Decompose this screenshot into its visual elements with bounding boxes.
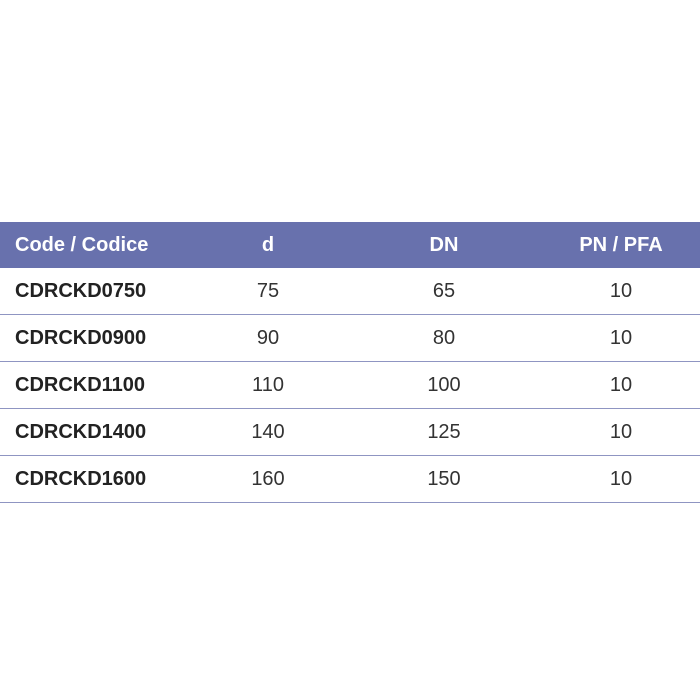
- cell-dn: 65: [432, 279, 456, 302]
- cell-pn-pfa: 10: [609, 467, 633, 490]
- table-row: [0, 362, 700, 409]
- cell-code: CDRCKD0750: [15, 279, 147, 302]
- cell-code: CDRCKD1600: [15, 467, 147, 490]
- product-table: [0, 222, 700, 503]
- cell-d: 90: [256, 326, 280, 349]
- table-header: [0, 222, 700, 268]
- cell-d: 110: [252, 373, 284, 396]
- cell-pn-pfa: 10: [609, 373, 633, 396]
- cell-dn: 125: [427, 420, 461, 443]
- cell-code: CDRCKD1100: [15, 373, 146, 396]
- header-code: Code / Codice: [15, 233, 149, 256]
- cell-dn: 100: [427, 373, 461, 396]
- cell-dn: 80: [432, 326, 456, 349]
- cell-code: CDRCKD1400: [15, 420, 147, 443]
- cell-dn: 150: [427, 467, 461, 490]
- table-row: [0, 456, 700, 503]
- cell-d: 140: [251, 420, 285, 443]
- table-row: [0, 315, 700, 362]
- cell-pn-pfa: 10: [609, 420, 633, 443]
- header-pn-pfa: PN / PFA: [579, 233, 663, 256]
- cell-pn-pfa: 10: [609, 326, 633, 349]
- cell-pn-pfa: 10: [609, 279, 633, 302]
- table-row: [0, 409, 700, 456]
- cell-d: 75: [256, 279, 280, 302]
- cell-code: CDRCKD0900: [15, 326, 147, 349]
- cell-d: 160: [251, 467, 285, 490]
- header-d: d: [261, 233, 275, 256]
- header-dn: DN: [429, 233, 459, 256]
- table-row: [0, 268, 700, 315]
